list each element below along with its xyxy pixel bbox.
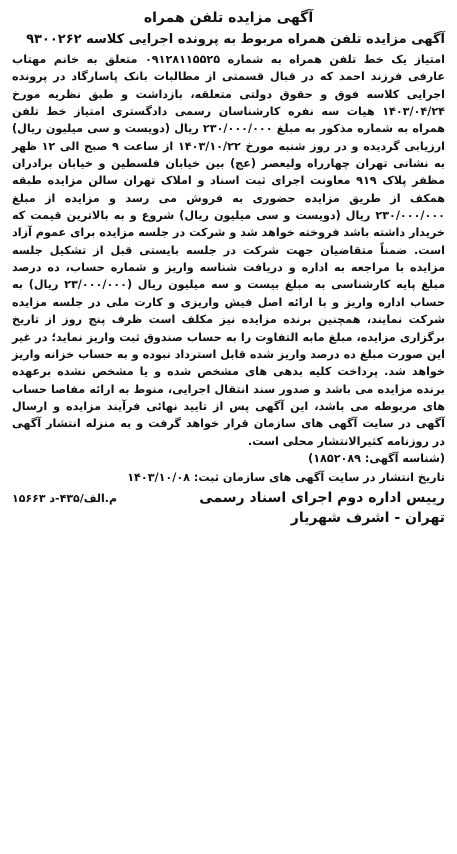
signature-row xyxy=(12,488,445,508)
signer-org: تهران - اشرف شهریار xyxy=(290,509,445,526)
publish-date: تاریخ انتشار در سایت آگهی های سازمان ثبت: ۱۴۰۳/۱۰/۰۸ xyxy=(127,470,445,484)
signer-title: رییس اداره دوم اجرای اسناد رسمی xyxy=(199,489,445,506)
ad-id: (شناسه آگهی: ۱۸۵۲۰۸۹) xyxy=(308,451,445,465)
notice-body: امتیاز یک خط تلفن همراه به شماره ۰۹۱۲۸۱۱۵۵۲۵ متعلق به خانم مهتاب عارفی فرزند احمد که در قبال قسمتی از مطالبات بانک پاسارگاد در پرونده اجرایی کلاسه فوق و حقوق دولتی متعلقه، بازداشت و طبق نظریه مورخ ۱۴۰۳/۰۴/۲۴ هیات سه نفره کارشناسان رسمی دادگستری امتیاز خط تلفن همراه به شماره مذکور به مبلغ ۲۳۰/۰۰۰/۰۰۰ ریال (دویست و سی میلیون ریال) ارزیابی گردیده و در روز شنبه مورخ ۱۴۰۳/۱۰/۲۲ از ساعت ۹ صبح الی ۱۲ ظهر به نشانی تهران چهارراه ولیعصر (عج) بین خیابان فلسطین و خیابان برادران مظفر پلاک ۹۱۹ معاونت اجرای ثبت اسناد و املاک تهران سالن مزایده طبقه همکف از طریق مزایده حضوری به فروش می رسد و مزایده از مبلغ ۲۳۰/۰۰۰/۰۰۰ ریال (دویست و سی میلیون ریال) شروع و به بالاترین قیمت که خریدار داشته باشد فروخته خواهد شد و شرکت در جلسه مزایده برای عموم آزاد است. ضمناً متقاضیان جهت شرکت در جلسه بایستی قبل از تشکیل جلسه مزایده با مراجعه به اداره و دریافت شناسه واریز و شماره حساب، ده درصد مبلغ پایه کارشناسی به مبلغ بیست و سه میلیون ریال (۲۳/۰۰۰/۰۰۰ ریال) به حساب اداره واریز و با ارائه اصل فیش واریزی و کارت ملی در جلسه مزایده شرکت نمایند، همچنین برنده مزایده نیز مکلف است ظرف پنج روز از تاریخ برگزاری مزایده، مبلغ مابه التفاوت را به حساب صندوق ثبت واریز نماید؛ در غیر این صورت مبلغ ده درصد واریز شده قابل استرداد نبوده و به حساب خزانه واریز خواهد شد. پرداخت کلیه بدهی های مشخص شده و یا مشخص نشده برعهده برنده مزایده می باشد و صدور سند انتقال اجرایی، منوط به ارائه مفاصا حساب های مربوطه می باشد، این آگهی پس از تایید نهائی فرآیند مزایده و ارسال آگهی در سایت آگهی های سازمان قرار خواهد گرفت و به منزله انتشار آگهی در روزنامه کثیرالانتشار محلی است. xyxy=(12,53,445,448)
notice-subtitle: آگهی مزایده تلفن همراه مربوط به پرونده اجرایی کلاسه ۹۳۰۰۲۶۲ xyxy=(26,32,445,47)
notice-title: آگهی مزایده تلفن همراه xyxy=(143,10,314,26)
reference-code: م.الف/۴۳۵-د ۱۵۶۶۳ xyxy=(12,491,118,505)
